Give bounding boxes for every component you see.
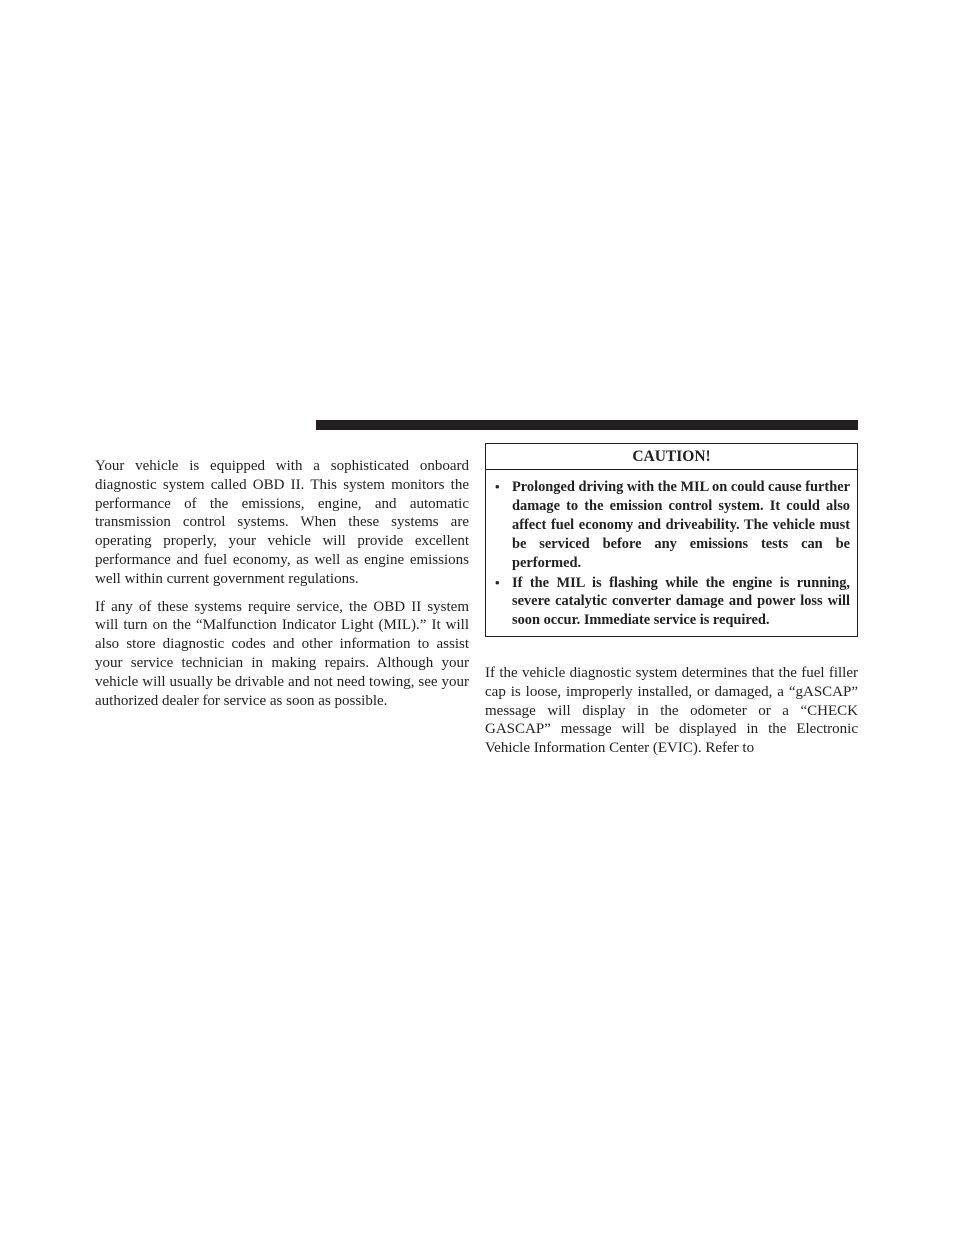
caution-title: CAUTION! bbox=[486, 444, 857, 470]
caution-item bbox=[494, 478, 850, 573]
gascap-paragraph: If the vehicle diagnostic system determines that the fuel filler cap is loose, improperly installed, or damaged, a “gASCAP” message will display in the odometer or a “CHECK GASCAP” message will be displayed in the Electronic Vehicle Information Center (EVIC). Refer to bbox=[485, 665, 858, 757]
caution-box bbox=[485, 443, 858, 637]
caution-list bbox=[486, 470, 857, 630]
caution-item bbox=[494, 574, 850, 631]
left-column bbox=[95, 457, 469, 710]
caution-item-text: Prolonged driving with the MIL on could cause further damage to the emission control system. It could also affect fuel economy and driveability. The vehicle must be serviced before any emissions tests can be performed. bbox=[512, 479, 850, 571]
caution-item-text: If the MIL is flashing while the engine is running, severe catalytic converter damage and power loss will soon occur. Immediate service is required. bbox=[512, 574, 850, 629]
obd-intro-paragraph: Your vehicle is equipped with a sophisticated onboard diagnostic system called OBD II. This system monitors the performance of the emissions, engine, and automatic transmission control systems. When these systems are operating properly, your vehicle will provide excellent performance and fuel economy, as well as engine emissions well within current government regulations. bbox=[95, 458, 469, 587]
bullet-icon: • bbox=[495, 574, 500, 590]
bullet-icon: • bbox=[495, 479, 500, 494]
obd-service-paragraph: If any of these systems require service, the OBD II system will turn on the “Malfunction Indicator Light (MIL).” It will also store diagnostic codes and other information to assist your service technician in making repairs. Although your vehicle will usually be drivable and not need towing, see your authorized dealer for service as soon as possible. bbox=[95, 598, 469, 709]
section-header-bar bbox=[316, 420, 858, 430]
right-column-lower bbox=[485, 664, 858, 758]
